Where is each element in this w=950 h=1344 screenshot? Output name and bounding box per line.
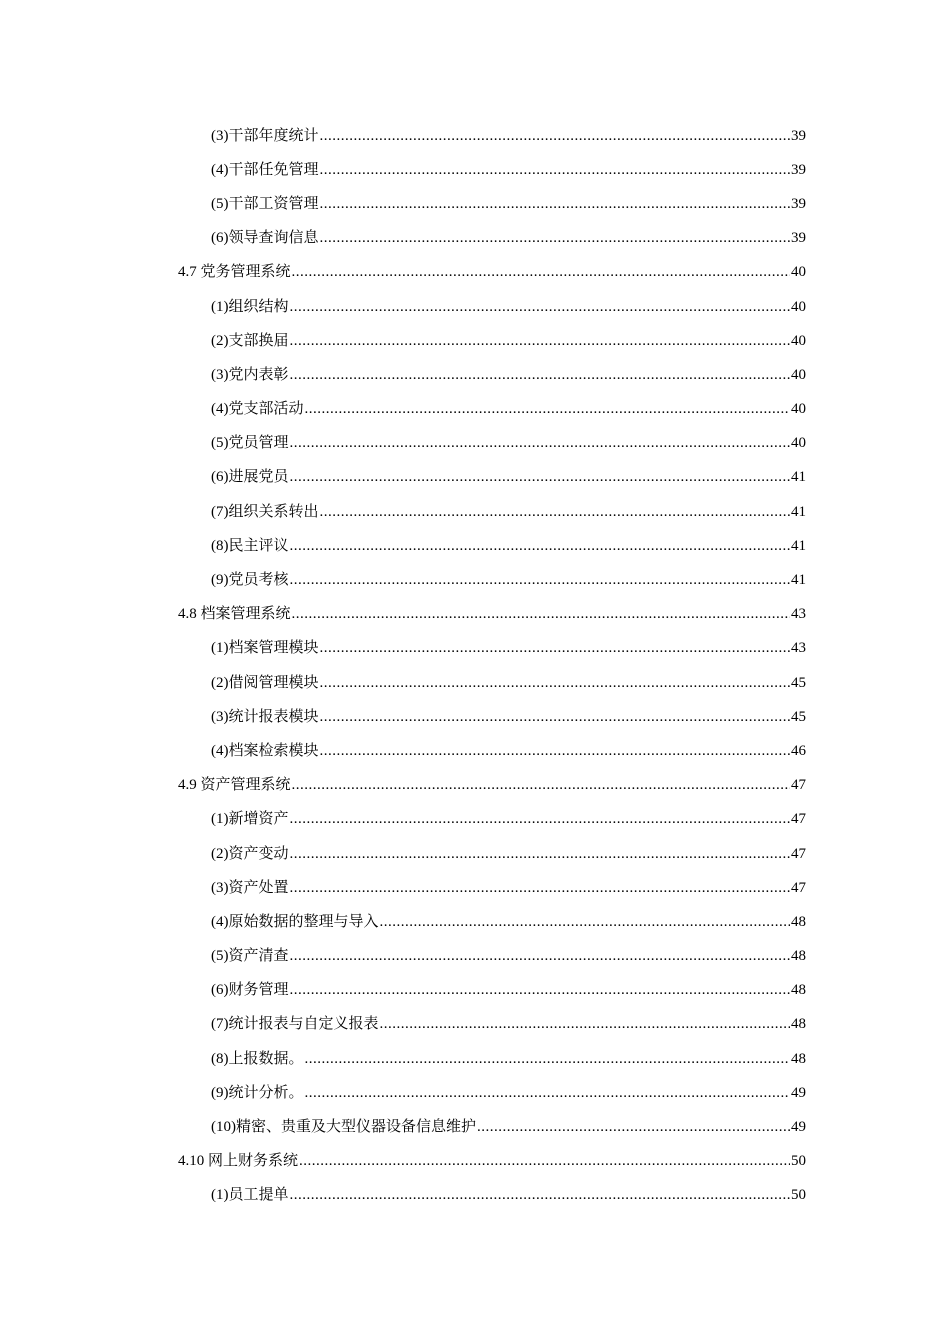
toc-entry-title: (1)档案管理模块: [211, 640, 319, 657]
toc-entry-page-number: 49: [791, 1119, 806, 1136]
toc-entry-page-number: 40: [791, 401, 806, 418]
toc-entry[interactable]: [0, 1110, 950, 1144]
toc-entry[interactable]: [0, 153, 950, 187]
toc-entry-title: (4)档案检索模块: [211, 742, 319, 759]
toc-entry-page-number: 46: [791, 742, 806, 759]
toc-entry-page-number: 40: [791, 366, 806, 383]
toc-entry-title: (3)干部年度统计: [211, 127, 319, 144]
toc-entry-title: (5)干部工资管理: [211, 195, 319, 212]
dot-leader: [290, 847, 791, 862]
toc-entry[interactable]: [0, 632, 950, 666]
dot-leader: [290, 1188, 791, 1203]
dot-leader: [320, 197, 791, 212]
toc-section-title: 4.9 资产管理系统: [178, 777, 291, 794]
dot-leader: [292, 607, 790, 622]
toc-entry-page-number: 41: [791, 537, 806, 554]
toc-entry-page-number: 41: [791, 469, 806, 486]
toc-entry[interactable]: [0, 905, 950, 939]
toc-entry-page-number: 41: [791, 503, 806, 520]
toc-entry[interactable]: [0, 461, 950, 495]
toc-entry-title: (3)党内表彰: [211, 366, 289, 383]
dot-leader: [290, 539, 791, 554]
toc-section-page-number: 43: [791, 606, 806, 623]
toc-entry[interactable]: [0, 940, 950, 974]
toc-section-title: 4.8 档案管理系统: [178, 606, 291, 623]
toc-entry[interactable]: [0, 974, 950, 1008]
toc-entry[interactable]: [0, 393, 950, 427]
toc-entry-title: (6)领导查询信息: [211, 230, 319, 247]
dot-leader: [290, 300, 791, 315]
toc-section-entry[interactable]: [0, 1145, 950, 1179]
toc-entry-page-number: 40: [791, 298, 806, 315]
toc-entry-title: (4)原始数据的整理与导入: [211, 913, 379, 930]
toc-entry-page-number: 47: [791, 845, 806, 862]
toc-entry[interactable]: [0, 803, 950, 837]
toc-entry-page-number: 39: [791, 161, 806, 178]
dot-leader: [290, 949, 791, 964]
toc-entry[interactable]: [0, 666, 950, 700]
toc-entry-page-number: 48: [791, 1016, 806, 1033]
dot-leader: [320, 676, 791, 691]
toc-entry-title: (4)党支部活动: [211, 401, 304, 418]
toc-section-page-number: 50: [791, 1153, 806, 1170]
toc-entry[interactable]: [0, 1042, 950, 1076]
dot-leader: [320, 163, 791, 178]
toc-entry-page-number: 39: [791, 127, 806, 144]
dot-leader: [320, 641, 791, 656]
dot-leader: [290, 812, 791, 827]
toc-entry-page-number: 40: [791, 435, 806, 452]
toc-entry[interactable]: [0, 1076, 950, 1110]
dot-leader: [299, 1154, 790, 1169]
toc-entry[interactable]: [0, 324, 950, 358]
toc-entry-title: (9)党员考核: [211, 572, 289, 589]
toc-entry[interactable]: [0, 427, 950, 461]
toc-entry-page-number: 41: [791, 572, 806, 589]
toc-entry[interactable]: [0, 358, 950, 392]
toc-entry[interactable]: [0, 495, 950, 529]
toc-section-title: 4.10 网上财务系统: [178, 1153, 299, 1170]
dot-leader: [320, 744, 791, 759]
dot-leader: [292, 778, 790, 793]
toc-entry-page-number: 39: [791, 195, 806, 212]
toc-section-entry[interactable]: [0, 598, 950, 632]
toc-entry-title: (8)民主评议: [211, 537, 289, 554]
toc-entry-title: (4)干部任免管理: [211, 161, 319, 178]
dot-leader: [290, 470, 791, 485]
table-of-contents: [0, 119, 950, 1213]
toc-entry-title: (2)借阅管理模块: [211, 674, 319, 691]
dot-leader: [290, 334, 791, 349]
dot-leader: [290, 436, 791, 451]
toc-entry-title: (1)员工提单: [211, 1187, 289, 1204]
toc-entry-page-number: 48: [791, 913, 806, 930]
toc-entry-title: (7)统计报表与自定义报表: [211, 1016, 379, 1033]
dot-leader: [305, 1052, 791, 1067]
dot-leader: [320, 231, 791, 246]
dot-leader: [305, 1086, 791, 1101]
dot-leader: [380, 1017, 791, 1032]
toc-entry-title: (2)支部换届: [211, 332, 289, 349]
dot-leader: [290, 881, 791, 896]
toc-entry[interactable]: [0, 119, 950, 153]
toc-entry-page-number: 48: [791, 982, 806, 999]
toc-entry-page-number: 45: [791, 674, 806, 691]
dot-leader: [292, 265, 790, 280]
toc-entry-page-number: 49: [791, 1084, 806, 1101]
toc-entry-page-number: 48: [791, 1050, 806, 1067]
toc-entry[interactable]: [0, 187, 950, 221]
toc-entry-page-number: 40: [791, 332, 806, 349]
toc-entry-page-number: 48: [791, 948, 806, 965]
toc-entry-title: (7)组织关系转出: [211, 503, 319, 520]
toc-entry[interactable]: [0, 290, 950, 324]
toc-entry-page-number: 45: [791, 708, 806, 725]
toc-entry-title: (8)上报数据。: [211, 1050, 304, 1067]
toc-entry[interactable]: [0, 1179, 950, 1213]
toc-entry-page-number: 50: [791, 1187, 806, 1204]
toc-entry[interactable]: [0, 222, 950, 256]
toc-entry-page-number: 47: [791, 879, 806, 896]
toc-section-entry[interactable]: [0, 256, 950, 290]
dot-leader: [380, 915, 791, 930]
toc-entry-title: (5)党员管理: [211, 435, 289, 452]
toc-entry-title: (1)新增资产: [211, 811, 289, 828]
toc-entry-title: (2)资产变动: [211, 845, 289, 862]
dot-leader: [290, 983, 791, 998]
toc-section-page-number: 40: [791, 264, 806, 281]
toc-entry-title: (3)资产处置: [211, 879, 289, 896]
toc-entry-page-number: 39: [791, 230, 806, 247]
dot-leader: [477, 1120, 790, 1135]
dot-leader: [320, 710, 791, 725]
toc-entry-page-number: 43: [791, 640, 806, 657]
toc-entry[interactable]: [0, 563, 950, 597]
toc-entry[interactable]: [0, 871, 950, 905]
dot-leader: [320, 505, 791, 520]
toc-entry-title: (1)组织结构: [211, 298, 289, 315]
toc-entry[interactable]: [0, 1008, 950, 1042]
toc-section-page-number: 47: [791, 777, 806, 794]
toc-entry[interactable]: [0, 837, 950, 871]
toc-entry-title: (6)财务管理: [211, 982, 289, 999]
dot-leader: [305, 402, 791, 417]
dot-leader: [290, 368, 791, 383]
toc-entry-title: (9)统计分析。: [211, 1084, 304, 1101]
toc-entry-title: (5)资产清查: [211, 948, 289, 965]
dot-leader: [290, 573, 791, 588]
toc-entry[interactable]: [0, 734, 950, 768]
toc-section-entry[interactable]: [0, 769, 950, 803]
toc-entry-page-number: 47: [791, 811, 806, 828]
toc-entry-title: (6)进展党员: [211, 469, 289, 486]
toc-section-title: 4.7 党务管理系统: [178, 264, 291, 281]
toc-entry[interactable]: [0, 700, 950, 734]
dot-leader: [320, 129, 791, 144]
toc-entry[interactable]: [0, 529, 950, 563]
toc-entry-title: (10)精密、贵重及大型仪器设备信息维护: [211, 1119, 476, 1136]
toc-entry-title: (3)统计报表模块: [211, 708, 319, 725]
